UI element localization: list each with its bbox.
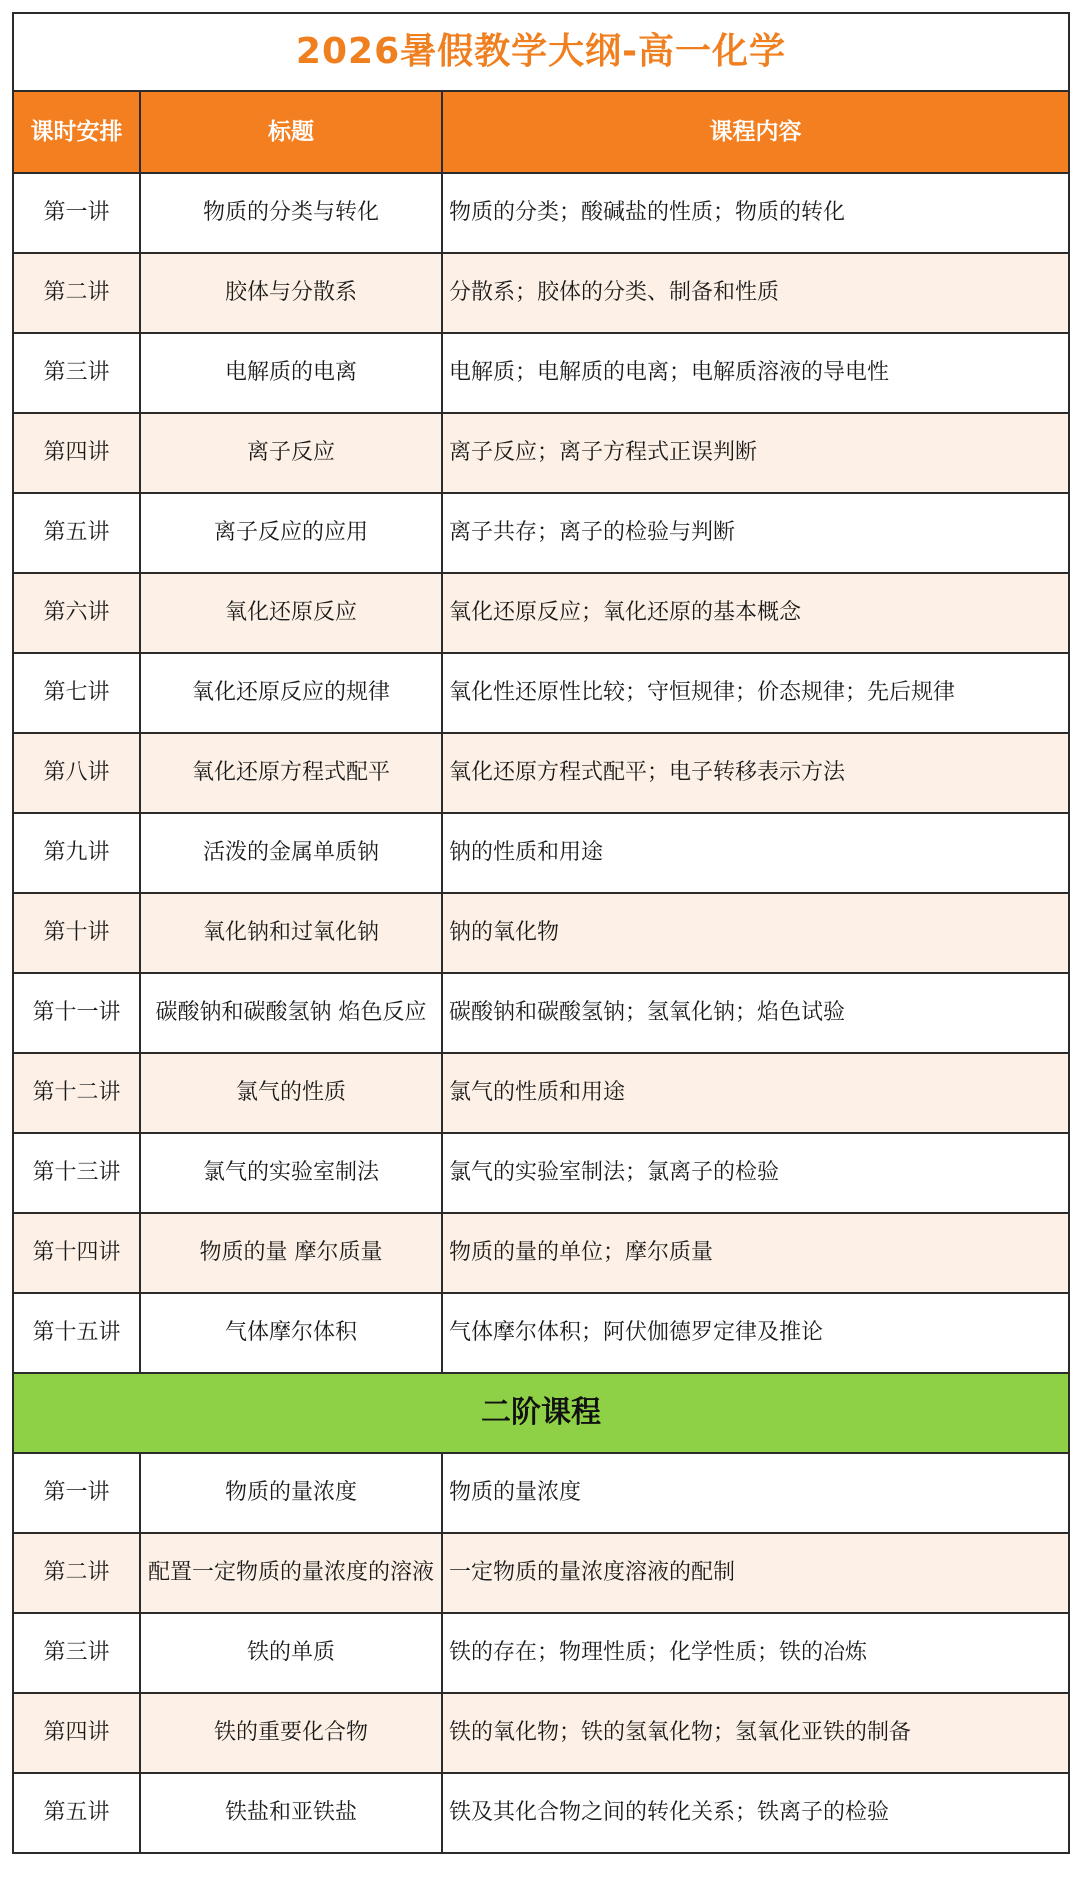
table-row bbox=[13, 1693, 1069, 1773]
content-cell: 氧化性还原性比较；守恒规律；价态规律；先后规律 bbox=[442, 653, 1069, 733]
table-row bbox=[13, 413, 1069, 493]
lesson-cell: 第十三讲 bbox=[13, 1133, 140, 1213]
lesson-cell: 第十二讲 bbox=[13, 1053, 140, 1133]
topic-cell: 物质的分类与转化 bbox=[140, 173, 442, 253]
lesson-cell: 第十五讲 bbox=[13, 1293, 140, 1373]
topic-cell: 氯气的性质 bbox=[140, 1053, 442, 1133]
lesson-cell: 第一讲 bbox=[13, 1453, 140, 1533]
topic-cell: 配置一定物质的量浓度的溶液 bbox=[140, 1533, 442, 1613]
header-schedule: 课时安排 bbox=[13, 91, 140, 173]
content-cell: 铁及其化合物之间的转化关系；铁离子的检验 bbox=[442, 1773, 1069, 1853]
topic-cell: 铁的单质 bbox=[140, 1613, 442, 1693]
lesson-cell: 第二讲 bbox=[13, 253, 140, 333]
page-title: 2026暑假教学大纲-高一化学 bbox=[13, 13, 1069, 91]
table-row bbox=[13, 1453, 1069, 1533]
lesson-cell: 第三讲 bbox=[13, 1613, 140, 1693]
table-row bbox=[13, 173, 1069, 253]
topic-cell: 活泼的金属单质钠 bbox=[140, 813, 442, 893]
header-content: 课程内容 bbox=[442, 91, 1069, 173]
table-row bbox=[13, 573, 1069, 653]
content-cell: 钠的性质和用途 bbox=[442, 813, 1069, 893]
table-row bbox=[13, 733, 1069, 813]
content-cell: 氧化还原方程式配平；电子转移表示方法 bbox=[442, 733, 1069, 813]
lesson-cell: 第十一讲 bbox=[13, 973, 140, 1053]
lesson-cell: 第四讲 bbox=[13, 413, 140, 493]
table-row bbox=[13, 493, 1069, 573]
header-row bbox=[13, 91, 1069, 173]
section-divider-row bbox=[13, 1373, 1069, 1453]
content-cell: 物质的分类；酸碱盐的性质；物质的转化 bbox=[442, 173, 1069, 253]
content-cell: 一定物质的量浓度溶液的配制 bbox=[442, 1533, 1069, 1613]
topic-cell: 氧化钠和过氧化钠 bbox=[140, 893, 442, 973]
topic-cell: 电解质的电离 bbox=[140, 333, 442, 413]
content-cell: 氯气的实验室制法；氯离子的检验 bbox=[442, 1133, 1069, 1213]
content-cell: 气体摩尔体积；阿伏伽德罗定律及推论 bbox=[442, 1293, 1069, 1373]
content-cell: 离子反应；离子方程式正误判断 bbox=[442, 413, 1069, 493]
topic-cell: 氧化还原方程式配平 bbox=[140, 733, 442, 813]
lesson-cell: 第三讲 bbox=[13, 333, 140, 413]
topic-cell: 铁的重要化合物 bbox=[140, 1693, 442, 1773]
topic-cell: 铁盐和亚铁盐 bbox=[140, 1773, 442, 1853]
topic-cell: 物质的量浓度 bbox=[140, 1453, 442, 1533]
table-row bbox=[13, 813, 1069, 893]
topic-cell: 氧化还原反应的规律 bbox=[140, 653, 442, 733]
content-cell: 碳酸钠和碳酸氢钠；氢氧化钠；焰色试验 bbox=[442, 973, 1069, 1053]
content-cell: 氧化还原反应；氧化还原的基本概念 bbox=[442, 573, 1069, 653]
topic-cell: 碳酸钠和碳酸氢钠 焰色反应 bbox=[140, 973, 442, 1053]
content-cell: 铁的存在；物理性质；化学性质；铁的冶炼 bbox=[442, 1613, 1069, 1693]
table-row bbox=[13, 1053, 1069, 1133]
topic-cell: 物质的量 摩尔质量 bbox=[140, 1213, 442, 1293]
section-heading: 二阶课程 bbox=[13, 1373, 1069, 1453]
lesson-cell: 第六讲 bbox=[13, 573, 140, 653]
table-row bbox=[13, 1773, 1069, 1853]
lesson-cell: 第八讲 bbox=[13, 733, 140, 813]
topic-cell: 离子反应的应用 bbox=[140, 493, 442, 573]
content-cell: 铁的氧化物；铁的氢氧化物；氢氧化亚铁的制备 bbox=[442, 1693, 1069, 1773]
table-row bbox=[13, 893, 1069, 973]
topic-cell: 气体摩尔体积 bbox=[140, 1293, 442, 1373]
content-cell: 氯气的性质和用途 bbox=[442, 1053, 1069, 1133]
lesson-cell: 第七讲 bbox=[13, 653, 140, 733]
lesson-cell: 第一讲 bbox=[13, 173, 140, 253]
content-cell: 物质的量的单位；摩尔质量 bbox=[442, 1213, 1069, 1293]
content-cell: 离子共存；离子的检验与判断 bbox=[442, 493, 1069, 573]
table-row bbox=[13, 1213, 1069, 1293]
syllabus-table bbox=[12, 12, 1070, 1854]
lesson-cell: 第十讲 bbox=[13, 893, 140, 973]
lesson-cell: 第五讲 bbox=[13, 493, 140, 573]
table-row bbox=[13, 333, 1069, 413]
lesson-cell: 第十四讲 bbox=[13, 1213, 140, 1293]
lesson-cell: 第二讲 bbox=[13, 1533, 140, 1613]
table-row bbox=[13, 1613, 1069, 1693]
content-cell: 钠的氧化物 bbox=[442, 893, 1069, 973]
content-cell: 分散系；胶体的分类、制备和性质 bbox=[442, 253, 1069, 333]
lesson-cell: 第九讲 bbox=[13, 813, 140, 893]
lesson-cell: 第五讲 bbox=[13, 1773, 140, 1853]
table-row bbox=[13, 1533, 1069, 1613]
topic-cell: 氧化还原反应 bbox=[140, 573, 442, 653]
table-row bbox=[13, 1133, 1069, 1213]
topic-cell: 离子反应 bbox=[140, 413, 442, 493]
table-row bbox=[13, 653, 1069, 733]
topic-cell: 氯气的实验室制法 bbox=[140, 1133, 442, 1213]
content-cell: 物质的量浓度 bbox=[442, 1453, 1069, 1533]
table-row bbox=[13, 1293, 1069, 1373]
topic-cell: 胶体与分散系 bbox=[140, 253, 442, 333]
lesson-cell: 第四讲 bbox=[13, 1693, 140, 1773]
header-topic: 标题 bbox=[140, 91, 442, 173]
title-row bbox=[13, 13, 1069, 91]
content-cell: 电解质；电解质的电离；电解质溶液的导电性 bbox=[442, 333, 1069, 413]
table-row bbox=[13, 973, 1069, 1053]
table-row bbox=[13, 253, 1069, 333]
